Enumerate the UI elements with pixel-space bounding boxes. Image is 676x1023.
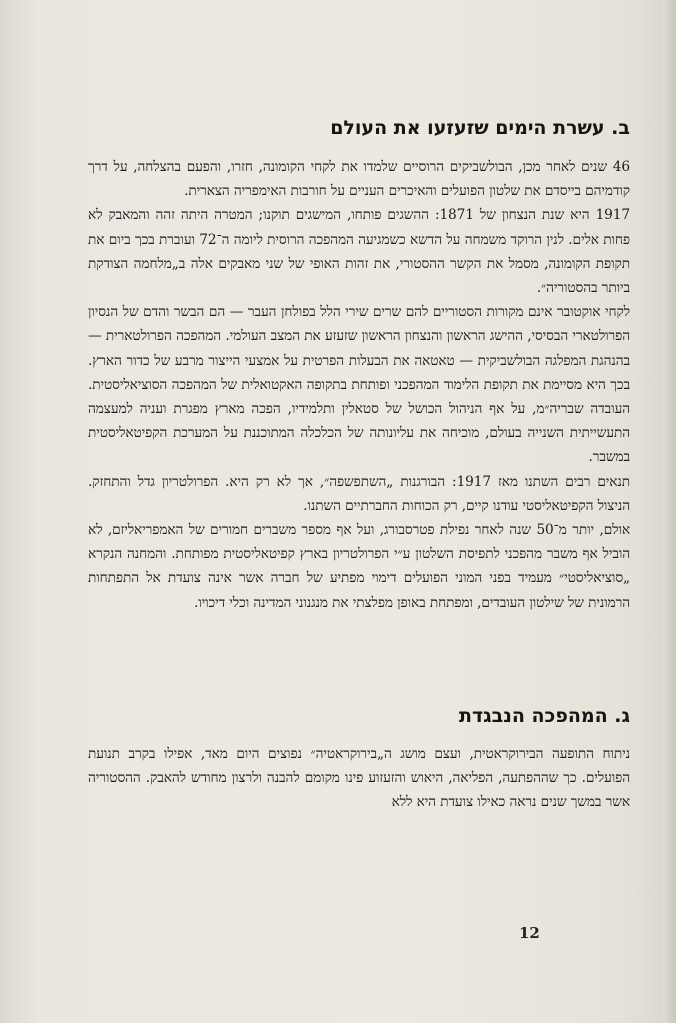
paragraph: תנאים רבים השתנו מאז 1917: הבורגנות „השתפשפה״, אך לא רק היא. הפרולטריון גדל והתחזק. הניצול הקפיטאליסטי עודנו קיים, רק הכוחות החברתיים השתנו. — [88, 473, 631, 514]
section-c — [88, 705, 630, 727]
section-c-heading: ג. המהפכה הנבגדת — [459, 705, 630, 727]
paragraph: 46 שנים לאחר מכן, הבולשביקים הרוסיים שלמדו את לקחי הקומונה, חזרו, והפעם בהצלחה, על דרך קודמיהם בייסדם את שלטון הפועלים והאיכרים העניים על חורבות האימפריה הצארית. — [88, 159, 630, 200]
paragraph: ניתוח התופעה הבירוקראטית, ועצם מושג ה„בירוקראטיה״ נפוצים היום מאד, אפילו בקרב תנועת הפועלים. כך שההפתעה, הפליאה, היאוש והזעזוע פינו מקומם להבנה ולרצון מחודש להאבק. ההסטוריה אשר במשך שנים נראה כאילו צועדת היא ללא — [88, 746, 630, 811]
section-b-body — [88, 155, 630, 615]
section-b — [88, 117, 630, 139]
section-c-body — [88, 742, 630, 815]
page-spine — [662, 0, 676, 1023]
paragraph: אולם, יותר מ־50 שנה לאחר נפילת פטרסבורג, ועל אף מספר משברים חמורים של האמפריאליזם, לא הוביל אף משבר מהפכני לתפיסת השלטון ע״י הפרולטריון בארץ קפיטאליסטית מפותחת. והמחנה הנקרא „סוציאליסטי״ מעמיד בפני המוני הפועלים דימוי מפתיע של חברה אשר אינה צועדת אל התפתחות הרמונית של שילטון העובדים, ומפתחת באופן מפלצתי את מנגנוני המדינה וכלי דיכויו. — [88, 522, 630, 611]
paragraph: לקחי אוקטובר אינם מקורות הסטוריים להם שרים שירי הלל בפולחן העבר — הם הבשר והדם של הנסיון הפרולטארי הבסיסי, ההישג הראשון והנצחון הראשון שזעזע את המצב העולמי. המהפכה הפרולטארית — בהנהגת המפלגה הבולשביקית — טאטאה את הבעלות הפרטית על אמצעי הייצור מרבע של כדור הארץ. בכך היא מסיימת את תקופת הלימוד המהפכני ופותחת בתקופה האקטואלית של המהפכה הסוציאליסטית. העובדה שבריה״מ, על אף הניהול הכושל של סטאלין ותלמידיו, הפכה מארץ מפגרת ועניה למעצמה התעשייתית השנייה בעולם, מוכיחה את עליונותה של הכלכלה המתוכננת על המערכת הקפיטאליסטית במשבר. — [88, 304, 630, 466]
paragraph: 1917 היא שנת הנצחון של 1871: ההשגים פותחו, המישגים תוקנו; המטרה היתה זהה והמאבק לא פחות אלים. לנין הרוקד משמחה על הדשא כשמגיעה המהפכה הרוסית ליומה ה־72 ועוברת בכך ביום את תקופת הקומונה, מסמל את הקשר ההסטורי, את זהות האופי של שני מאבקים אלה ב„מלחמה הצודקת ביותר בהסטוריה״. — [88, 207, 630, 297]
section-b-heading: ב. עשרת הימים שזעזעו את העולם — [330, 117, 630, 139]
page-number: 12 — [519, 924, 540, 942]
